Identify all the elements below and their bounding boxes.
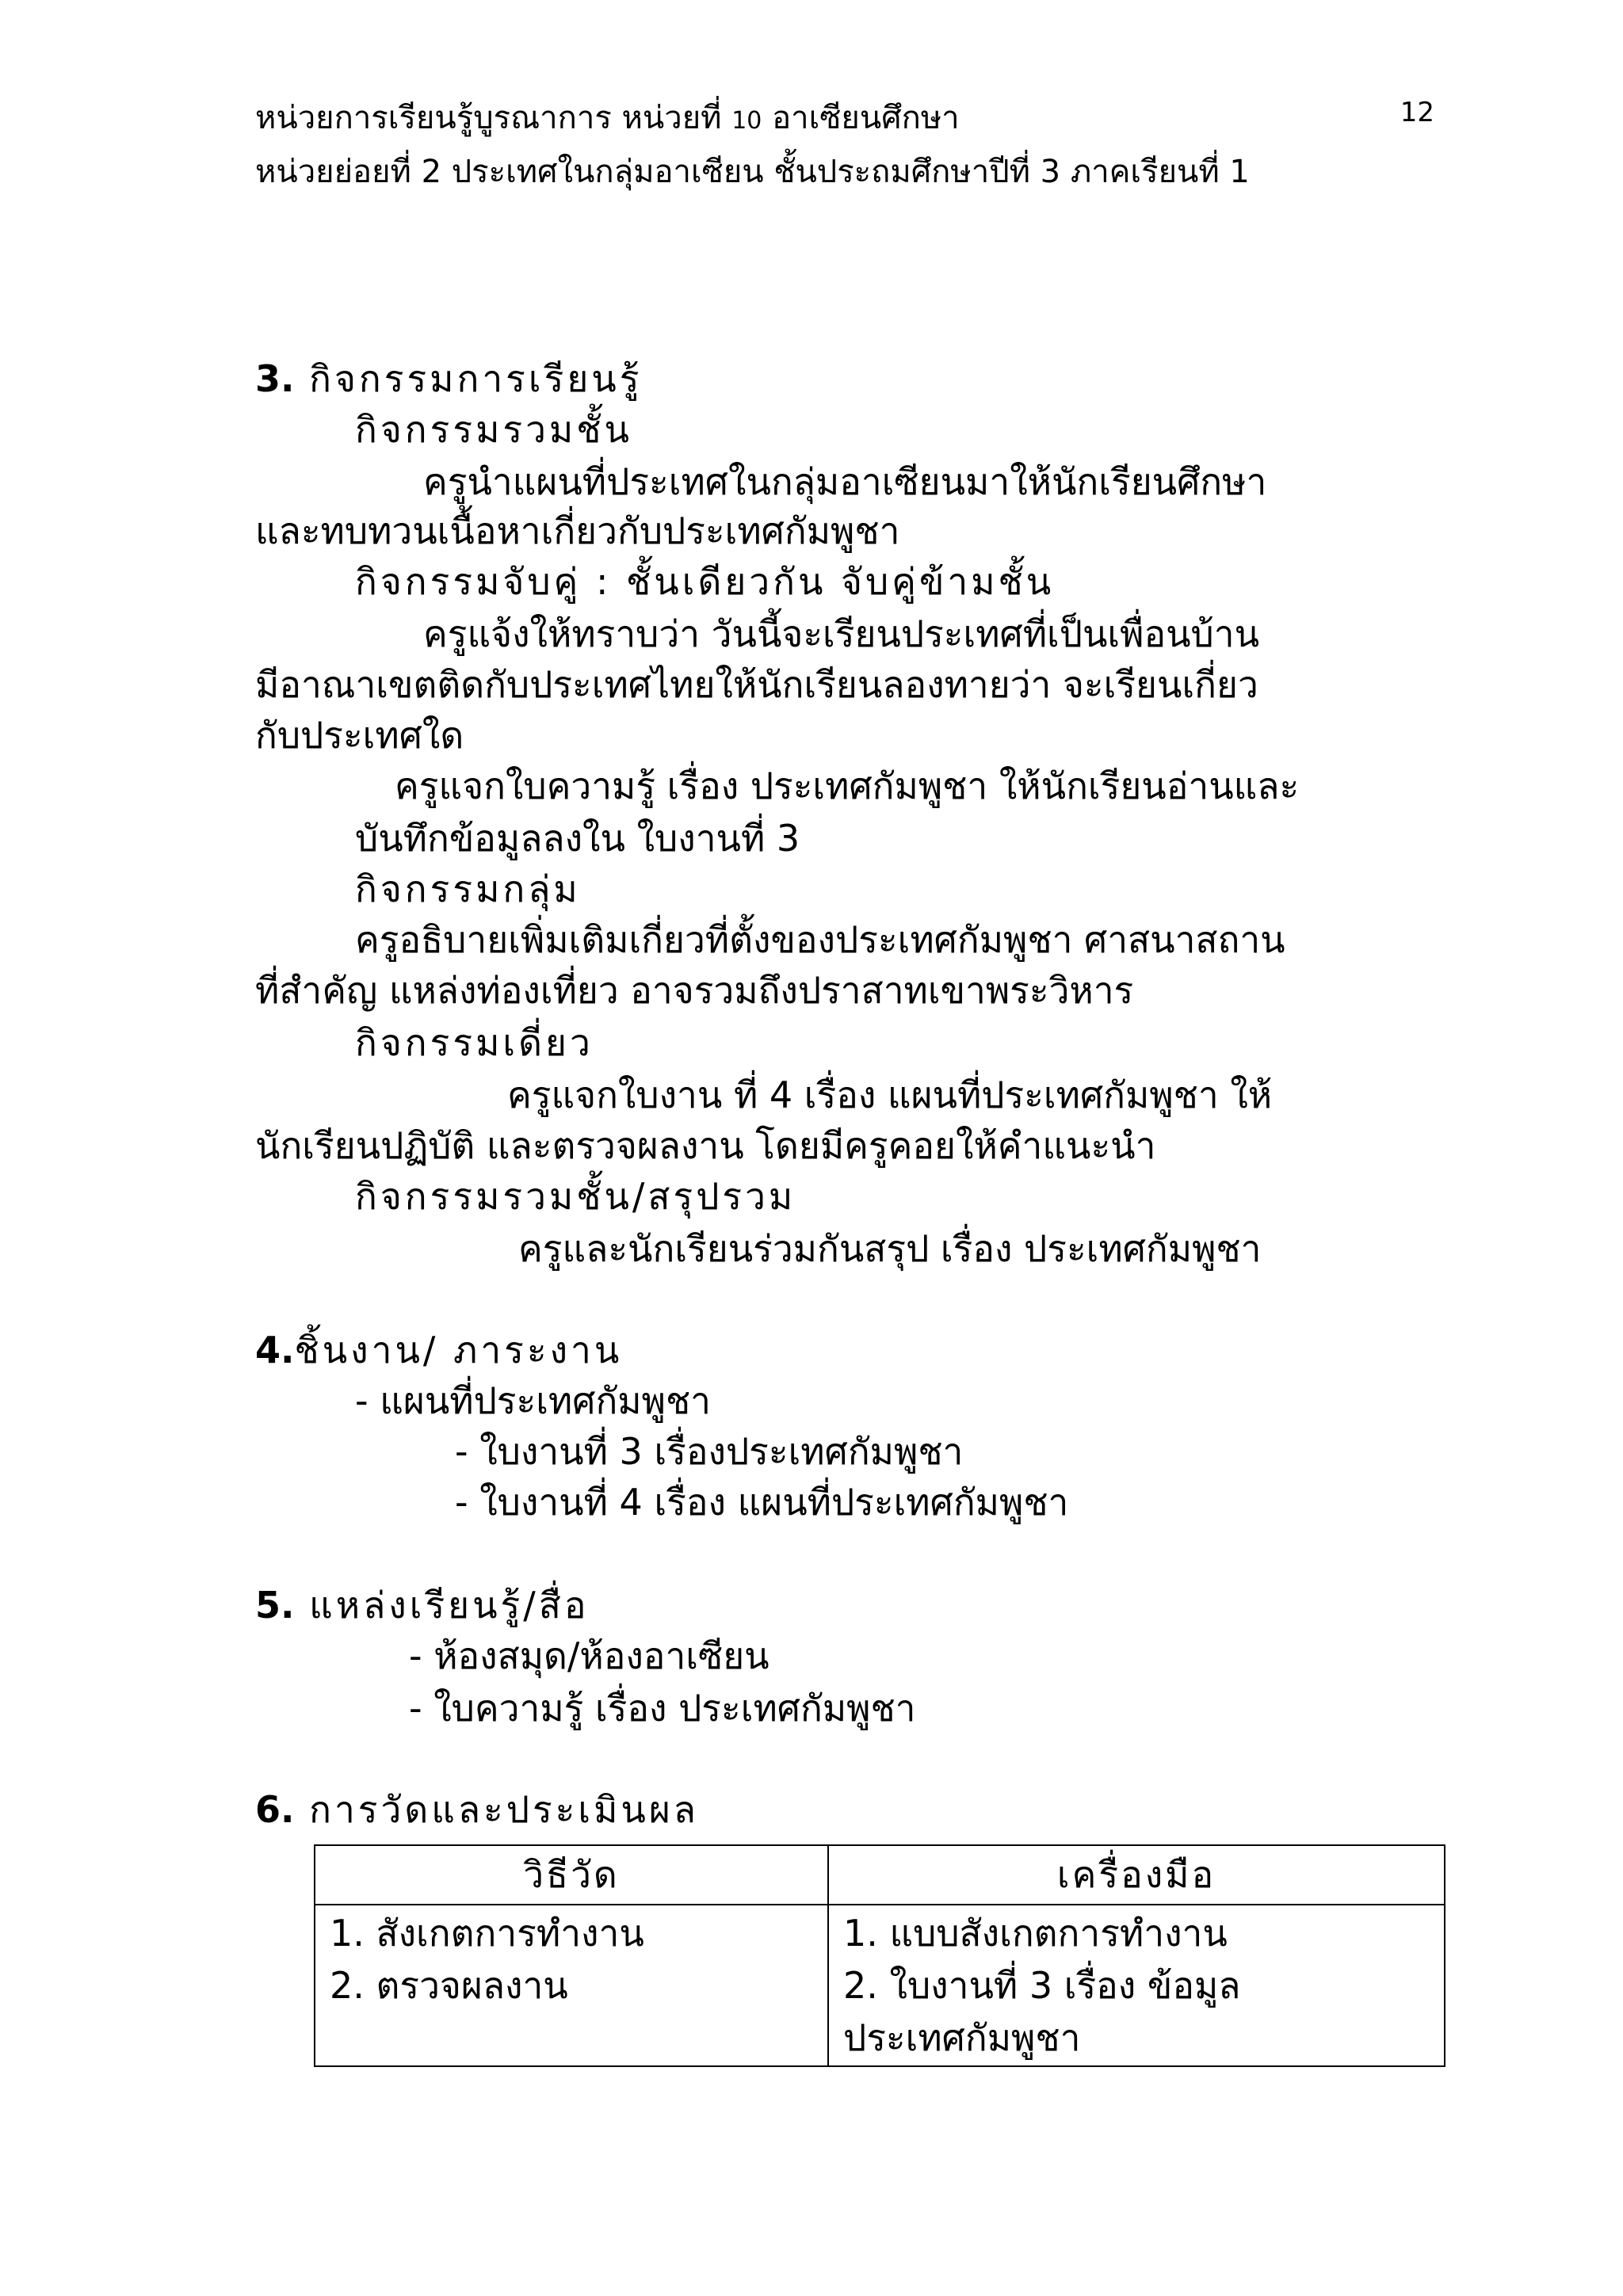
paragraph-line: ครูและนักเรียนร่วมกันสรุป เรื่อง ประเทศกัมพูชา	[518, 1227, 1262, 1270]
section-6-heading	[255, 1784, 699, 1835]
paragraph-line: ครูอธิบายเพิ่มเติมเกี่ยวที่ตั้งของประเทศกัมพูชา ศาสนาสถาน	[355, 918, 1285, 961]
evaluation-table	[314, 1844, 1445, 2067]
header-line-1	[255, 93, 960, 146]
table-header-row	[315, 1845, 1445, 1905]
section-4-number: 4.	[255, 1329, 295, 1371]
section-6-number: 6.	[255, 1788, 295, 1831]
tool-item: ประเทศกัมพูชา	[843, 2016, 1081, 2059]
list-item: - ใบงานที่ 3 เรื่องประเทศกัมพูชา	[455, 1430, 964, 1473]
section-3-heading	[255, 353, 642, 404]
paragraph-line: ครูแจ้งให้ทราบว่า วันนี้จะเรียนประเทศที่เป็นเพื่อนบ้าน	[423, 612, 1260, 655]
header-unit-label: หน่วยการเรียนรู้บูรณาการ หน่วยที่	[255, 100, 732, 136]
paragraph-line: กับประเทศใด	[255, 714, 464, 757]
paragraph-line: ครูแจกใบความรู้ เรื่อง ประเทศกัมพูชา ให้นักเรียนอ่านและ	[395, 765, 1300, 807]
activity-heading-pairs: กิจกรรมจับคู่ : ชั้นเดียวกัน จับคู่ข้ามชั้น	[355, 560, 1055, 603]
section-4-heading	[255, 1325, 622, 1375]
table-row	[315, 1905, 1445, 2066]
paragraph-line: ครูแจกใบงาน ที่ 4 เรื่อง แผนที่ประเทศกัมพูชา ให้	[507, 1074, 1273, 1116]
method-cell	[315, 1905, 828, 2066]
section-3-title: กิจกรรมการเรียนรู้	[294, 357, 643, 400]
paragraph-line: นักเรียนปฏิบัติ และตรวจผลงาน โดยมีครูคอยให้คำแนะนำ	[255, 1124, 1156, 1167]
list-item: - ใบความรู้ เรื่อง ประเทศกัมพูชา	[409, 1687, 916, 1730]
header-unit-number: 10	[731, 107, 762, 135]
section-3-number: 3.	[255, 357, 295, 400]
paragraph-line: ที่สำคัญ แหล่งท่องเที่ยว อาจรวมถึงปราสาทเขาพระวิหาร	[255, 969, 1134, 1012]
tool-item: 1. แบบสังเกตการทำงาน	[843, 1912, 1228, 1955]
tool-item: 2. ใบงานที่ 3 เรื่อง ข้อมูล	[843, 1964, 1241, 2007]
paragraph-line: และทบทวนเนื้อหาเกี่ยวกับประเทศกัมพูชา	[255, 509, 900, 552]
page-number: 12	[1400, 97, 1434, 128]
section-5-number: 5.	[255, 1584, 295, 1627]
column-header-tool: เครื่องมือ	[828, 1845, 1445, 1905]
activity-heading-whole-class: กิจกรรมรวมชั้น	[355, 408, 632, 451]
header-line-2: หน่วยย่อยที่ 2 ประเทศในกลุ่มอาเซียน ชั้นประถมศึกษาปีที่ 3 ภาคเรียนที่ 1	[255, 154, 1250, 190]
list-item: - ใบงานที่ 4 เรื่อง แผนที่ประเทศกัมพูชา	[455, 1481, 1069, 1524]
section-5-heading	[255, 1580, 589, 1630]
column-header-method: วิธีวัด	[315, 1845, 828, 1905]
section-6-title: การวัดและประเมินผล	[294, 1788, 699, 1831]
activity-heading-group: กิจกรรมกลุ่ม	[355, 868, 581, 910]
list-item: - ห้องสมุด/ห้องอาเซียน	[409, 1634, 769, 1677]
activity-heading-individual: กิจกรรมเดี่ยว	[355, 1021, 594, 1064]
method-item: 1. สังเกตการทำงาน	[330, 1912, 644, 1955]
paragraph-line: ครูนำแผนที่ประเทศในกลุ่มอาเซียนมาให้นักเรียนศึกษา	[423, 460, 1267, 503]
activity-heading-summary: กิจกรรมรวมชั้น/สรุปรวม	[355, 1175, 796, 1218]
method-item: 2. ตรวจผลงาน	[330, 1964, 568, 2007]
section-4-title: ชิ้นงาน/ ภาระงาน	[294, 1329, 623, 1371]
paragraph-line: บันทึกข้อมูลลงใน ใบงานที่ 3	[355, 817, 800, 860]
section-5-title: แหล่งเรียนรู้/สื่อ	[294, 1584, 590, 1627]
list-item: - แผนที่ประเทศกัมพูชา	[355, 1379, 711, 1422]
paragraph-line: มีอาณาเขตติดกับประเทศไทยให้นักเรียนลองทายว่า จะเรียนเกี่ยว	[255, 663, 1258, 706]
header-unit-title: อาเซียนศึกษา	[762, 100, 960, 136]
tool-cell	[828, 1905, 1445, 2066]
